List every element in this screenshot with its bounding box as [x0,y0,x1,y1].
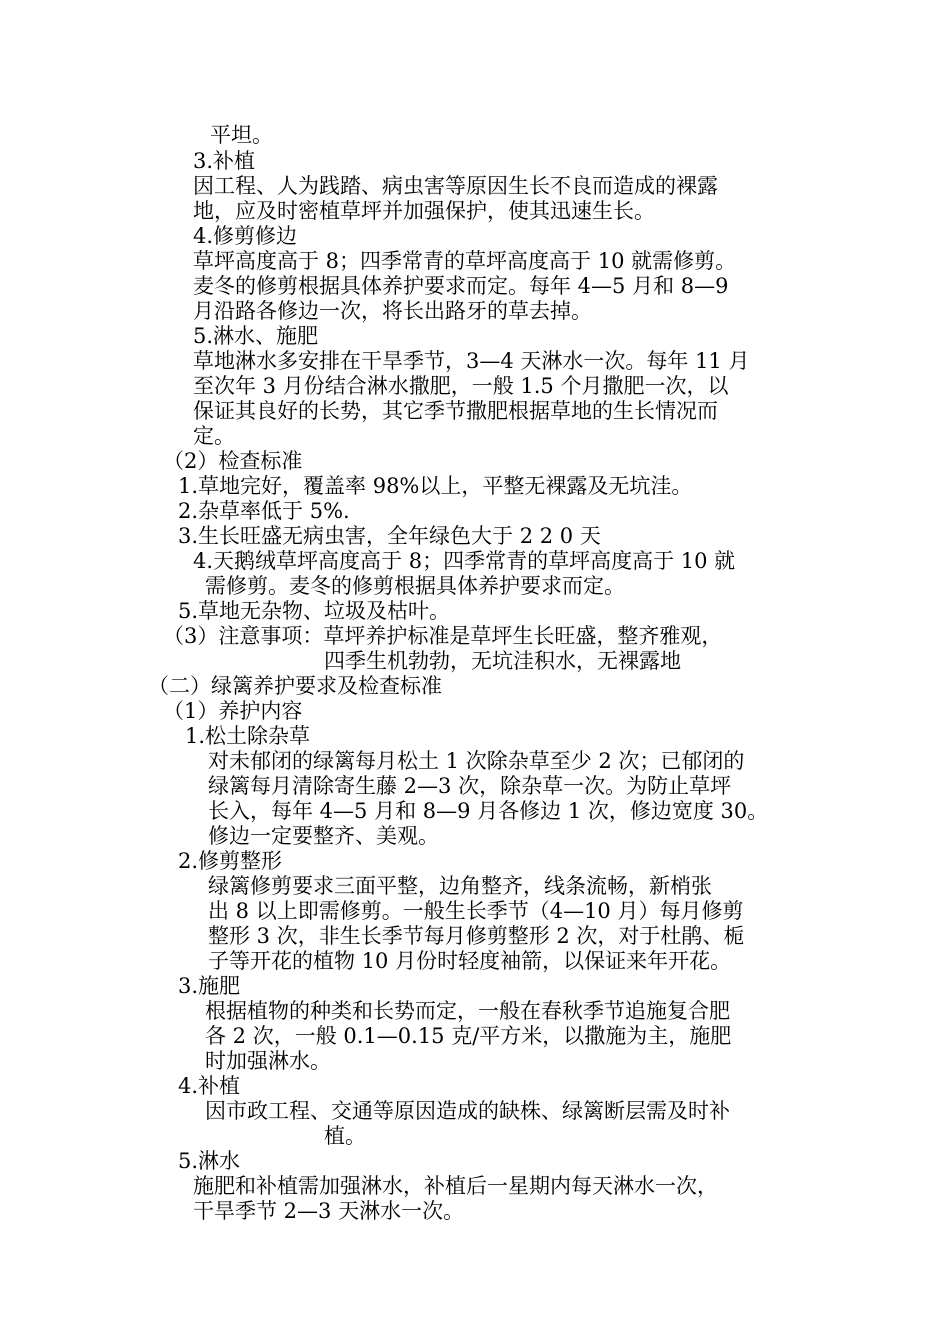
list-item: 3.生长旺盛无病虫害，全年绿色大于 2 2 0 天 [178,524,601,548]
section-heading: 5.淋水、施肥 [193,324,319,348]
text-line: 平坦。 [210,123,273,147]
section-heading: 4.补植 [178,1074,241,1098]
section-heading: （二）绿篱养护要求及检查标准 [148,674,442,698]
list-item: 1.草地完好，覆盖率 98%以上，平整无裸露及无坑洼。 [178,474,693,498]
text-line: 地，应及时密植草坪并加强保护，使其迅速生长。 [193,199,655,223]
text-line: 草地淋水多安排在干旱季节，3—4 天淋水一次。每年 11 月 [193,349,750,373]
text-line: 保证其良好的长势，其它季节撒肥根据草地的生长情况而 [193,399,718,423]
text-line: 月沿路各修边一次，将长出路牙的草去掉。 [193,299,592,323]
text-line: 对未郁闭的绿篱每月松土 1 次除杂草至少 2 次；已郁闭的 [208,749,745,773]
text-line: 各 2 次，一般 0.1—0.15 克/平方米，以撒施为主，施肥 [205,1024,732,1048]
list-item: 4.天鹅绒草坪高度高于 8；四季常青的草坪高度高于 10 就 [193,549,736,573]
text-line: 至次年 3 月份结合淋水撒肥，一般 1.5 个月撒肥一次，以 [193,374,729,398]
text-line: 需修剪。麦冬的修剪根据具体养护要求而定。 [205,574,625,598]
text-line: 绿篱每月清除寄生藤 2—3 次，除杂草一次。为防止草坪 [208,774,732,798]
text-line: 草坪高度高于 8；四季常青的草坪高度高于 10 就需修剪。 [193,249,737,273]
list-item: 2.杂草率低于 5%. [178,499,350,523]
text-line: 干旱季节 2—3 天淋水一次。 [193,1199,465,1223]
text-line: 绿篱修剪要求三面平整，边角整齐，线条流畅，新梢张 [208,874,712,898]
text-line: 因工程、人为践踏、病虫害等原因生长不良而造成的裸露 [193,174,718,198]
list-item: 5.草地无杂物、垃圾及枯叶。 [178,599,451,623]
text-line: 四季生机勃勃，无坑洼积水，无裸露地 [324,649,681,673]
text-line: 修边一定要整齐、美观。 [208,824,439,848]
section-heading: 4.修剪修边 [193,224,298,248]
section-heading: （1）养护内容 [163,699,303,723]
text-line: 时加强淋水。 [205,1049,331,1073]
text-line: 定。 [193,424,235,448]
section-heading: （3）注意事项：草坪养护标准是草坪生长旺盛，整齐雅观， [163,624,723,648]
text-line: 施肥和补植需加强淋水，补植后一星期内每天淋水一次， [193,1174,718,1198]
text-line: 子等开花的植物 10 月份时轻度袖箭，以保证来年开花。 [208,949,732,973]
section-heading: 1.松土除杂草 [185,724,311,748]
section-heading: 2.修剪整形 [178,849,283,873]
section-heading: 5.淋水 [178,1149,241,1173]
text-line: 整形 3 次，非生长季节每月修剪整形 2 次，对于杜鹃、栀 [208,924,745,948]
text-line: 出 8 以上即需修剪。一般生长季节（4—10 月）每月修剪 [208,899,744,923]
text-line: 麦冬的修剪根据具体养护要求而定。每年 4—5 月和 8—9 [193,274,729,298]
text-line: 根据植物的种类和长势而定，一般在春秋季节追施复合肥 [205,999,730,1023]
section-heading: （2）检查标准 [163,449,303,473]
section-heading: 3.补植 [193,149,256,173]
text-line: 因市政工程、交通等原因造成的缺株、绿篱断层需及时补 [205,1099,730,1123]
text-line: 长入，每年 4—5 月和 8—9 月各修边 1 次，修边宽度 30。 [208,799,769,823]
text-line: 植。 [324,1124,366,1148]
section-heading: 3.施肥 [178,974,241,998]
